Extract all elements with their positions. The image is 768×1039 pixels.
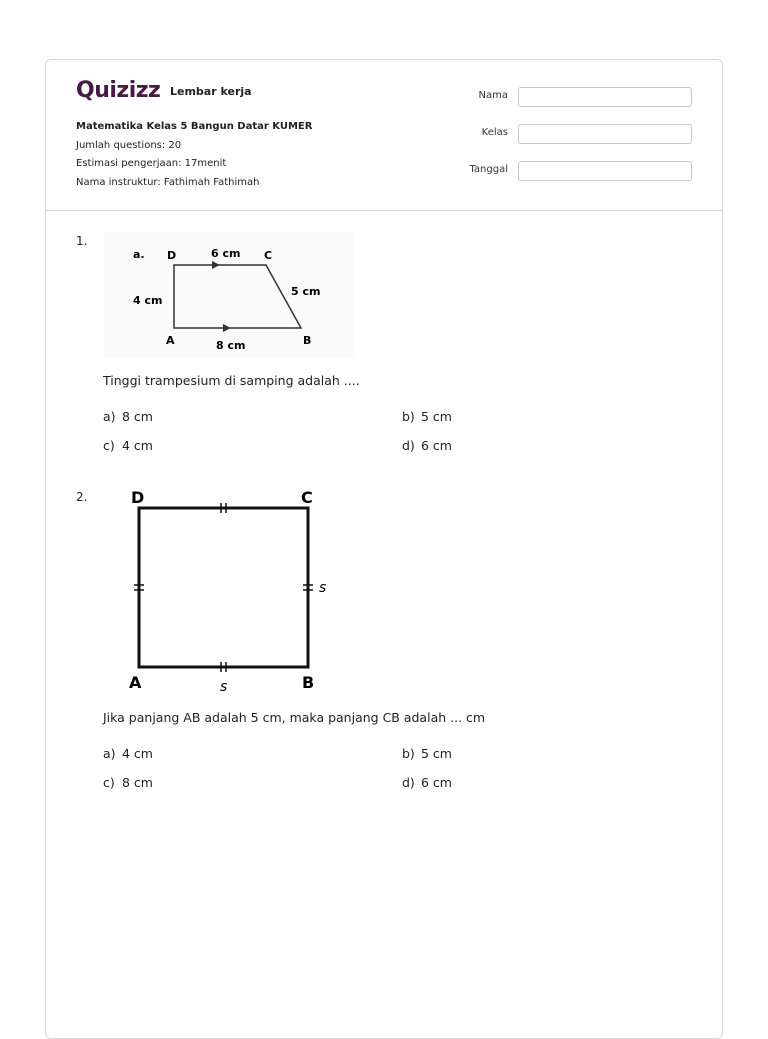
option-d[interactable] [402, 775, 452, 790]
name-field[interactable] [518, 87, 692, 107]
instructor-name: Nama instruktur: Fathimah Fathimah [76, 176, 260, 188]
square-figure [124, 484, 334, 696]
option-letter: c) [103, 438, 115, 453]
vertex-b: B [303, 334, 312, 347]
option-letter: c) [103, 775, 115, 790]
trapezoid-figure [104, 232, 354, 358]
top-side-length: 6 cm [211, 247, 241, 260]
worksheet-label: Lembar kerja [170, 85, 252, 98]
option-text: 6 cm [421, 775, 452, 790]
question-count: Jumlah questions: 20 [76, 139, 182, 151]
name-label: Nama [478, 90, 508, 101]
figure-label: a. [133, 248, 145, 261]
option-c[interactable] [103, 438, 153, 453]
worksheet-title: Matematika Kelas 5 Bangun Datar KUMER [76, 121, 313, 132]
question-text: Tinggi trampesium di samping adalah .... [103, 373, 360, 388]
quizizz-logo: Quizizz [76, 78, 161, 103]
option-letter: a) [103, 409, 116, 424]
square-shape [139, 508, 308, 667]
option-b[interactable] [402, 409, 452, 424]
option-letter: b) [402, 409, 415, 424]
option-letter: b) [402, 746, 415, 761]
option-text: 4 cm [122, 438, 153, 453]
vertex-d: D [167, 249, 177, 262]
option-text: 5 cm [421, 746, 452, 761]
date-label: Tanggal [469, 164, 508, 175]
question-number: 2. [76, 490, 88, 504]
option-letter: d) [402, 438, 415, 453]
vertex-c: C [301, 488, 313, 507]
question-text: Jika panjang AB adalah 5 cm, maka panjang CB adalah ... cm [103, 710, 486, 725]
class-field[interactable] [518, 124, 692, 144]
option-letter: d) [402, 775, 415, 790]
worksheet-header [46, 60, 722, 211]
option-text: 8 cm [122, 409, 153, 424]
option-letter: a) [103, 746, 116, 761]
side-label: s [319, 580, 327, 596]
bottom-side-label: s [220, 679, 228, 695]
question-number: 1. [76, 234, 88, 248]
vertex-a: A [129, 673, 142, 692]
option-text: 4 cm [122, 746, 153, 761]
option-a[interactable] [103, 746, 153, 761]
vertex-a: A [166, 334, 175, 347]
time-estimate: Estimasi pengerjaan: 17menit [76, 158, 227, 169]
vertex-d: D [131, 488, 145, 507]
option-text: 8 cm [122, 775, 153, 790]
option-text: 6 cm [421, 438, 452, 453]
worksheet [45, 59, 723, 1039]
class-label: Kelas [481, 127, 508, 138]
option-b[interactable] [402, 746, 452, 761]
vertex-b: B [302, 673, 315, 692]
date-field[interactable] [518, 161, 692, 181]
height-length: 4 cm [133, 294, 163, 307]
equal-side-marks [134, 503, 313, 672]
slant-side-length: 5 cm [291, 285, 321, 298]
worksheet-meta [76, 118, 312, 192]
option-a[interactable] [103, 409, 153, 424]
bottom-side-length: 8 cm [216, 339, 246, 352]
option-text: 5 cm [421, 409, 452, 424]
option-c[interactable] [103, 775, 153, 790]
option-d[interactable] [402, 438, 452, 453]
vertex-c: C [264, 249, 273, 262]
